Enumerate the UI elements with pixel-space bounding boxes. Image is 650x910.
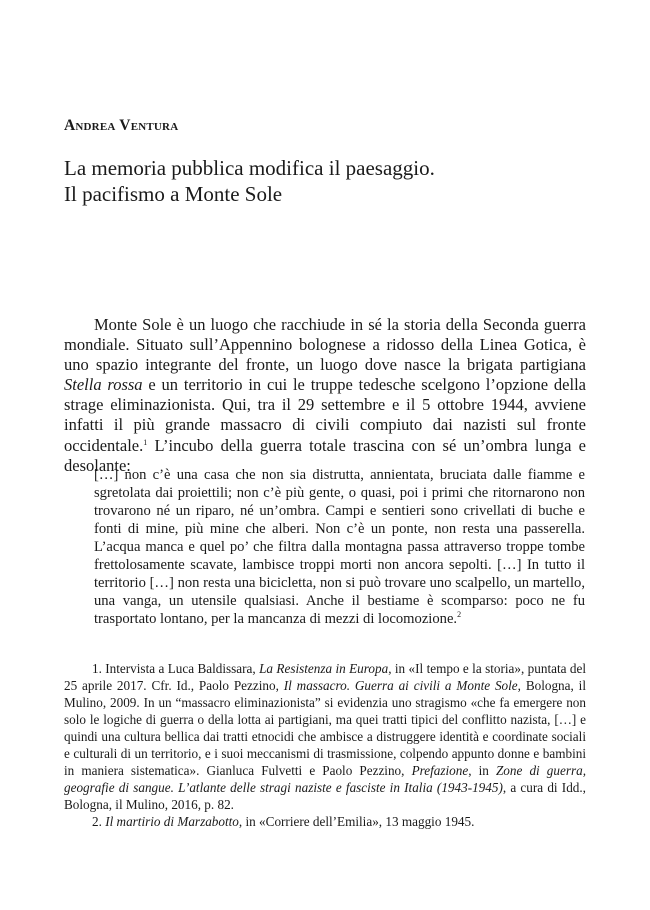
body-text: e un territorio in cui le truppe tedesche scelgono l’opzione della strage eliminazionista. Qui, tra il 29 settembre e il 5 ottobre 1944, avviene infatti il più grande massacro di civili compiuto dai nazisti sul fronte occidentale. <box>64 375 586 455</box>
quote-text: […] non c’è una casa che non sia distrutta, annientata, bruciata dalle fiamme e sgretolata dai proiettili; non c’è più gente, o quasi, poi i primi che ritornarono non trovarono né un riparo, né un’ombra. Campi e sentieri sono crivellati di buche e fonti di mine, più mine che alberi. Non c’è un ponte, non resta una passerella. L’acqua manca e quel po’ che filtra dalla montagna passa attraverso troppe tombe frettolosamente scavate, lambisce troppi morti non ancora sepolti. […] In tutto il territorio […] non resta una bicicletta, non si può trovare uno scalpello, un martello, una vanga, un utensile qualsiasi. Anche il bestiame è scomparso: poco ne fu trasportato lontano, per la mancanza di mezzi di locomozione. <box>94 467 585 628</box>
footnote-1 <box>64 660 586 813</box>
footnote-text: , Bologna, il Mulino, 2009. In un “massacro eliminazionista” si evidenzia uno stragismo «che fa emergere non solo le logiche di guerra o della lotta ai partigiani, ma quei tratti tipici del conflitto nazista, […] e quindi una cultura bellica dai tratti etnocidi che ambisce a distruggere identità e coordinate sociali e culturali di un territorio, e i suoi meccanismi di trasmissione, colpendo appunto donne e bambini in maniera sistematica». Gianluca Fulvetti e Paolo Pezzino, <box>64 678 586 779</box>
brigade-name: Stella rossa <box>64 375 143 395</box>
footnote-text: , in <box>468 763 496 779</box>
footnote-text: , a cura di Idd., Bologna, il Mulino, 2016, p. 82. <box>64 780 586 813</box>
cited-title: Il massacro. Guerra ai civili a Monte Sole <box>283 678 518 694</box>
footnote-ref-2[interactable]: 2 <box>457 610 462 620</box>
cited-title: La Resistenza in Europa <box>259 661 389 676</box>
cited-title: Zone di guerra, geografie di sangue. L’atlante delle stragi naziste e fasciste in Italia (1943-1945) <box>64 763 586 796</box>
footnote-text: 2. <box>92 814 106 830</box>
body-text: L’incubo della guerra totale trascina con sé un’ombra lunga e desolante: <box>64 435 586 475</box>
body-text: Monte Sole è un luogo che racchiude in sé la storia della Seconda guerra mondiale. Situato sull’Appennino bolognese a ridosso della Linea Gotica, è uno spazio integrante del fronte, un luogo dove nasce la brigata partigiana <box>64 315 586 375</box>
body-paragraph <box>64 315 586 476</box>
chapter-title <box>64 155 604 207</box>
footnote-text: , in «Il tempo e la storia», puntata del 25 aprile 2017. Cfr. Id., Paolo Pezzino, <box>64 661 586 694</box>
chapter-title-line-1: La memoria pubblica modifica il paesaggio. <box>64 156 435 180</box>
cited-title: Il martirio di Marzabotto <box>105 814 239 830</box>
footnotes <box>64 660 586 830</box>
footnote-text: 1. Intervista a Luca Baldissara, <box>92 661 260 676</box>
block-quote <box>94 466 585 628</box>
footnote-ref-1[interactable]: 1 <box>143 437 148 447</box>
chapter-title-line-2: Il pacifismo a Monte Sole <box>64 182 283 206</box>
footnote-text: , in «Corriere dell’Emilia», 13 maggio 1945. <box>238 814 475 830</box>
cited-title: Prefazione <box>411 763 469 779</box>
author-name: Andrea Ventura <box>64 117 179 134</box>
footnote-2 <box>64 813 586 830</box>
